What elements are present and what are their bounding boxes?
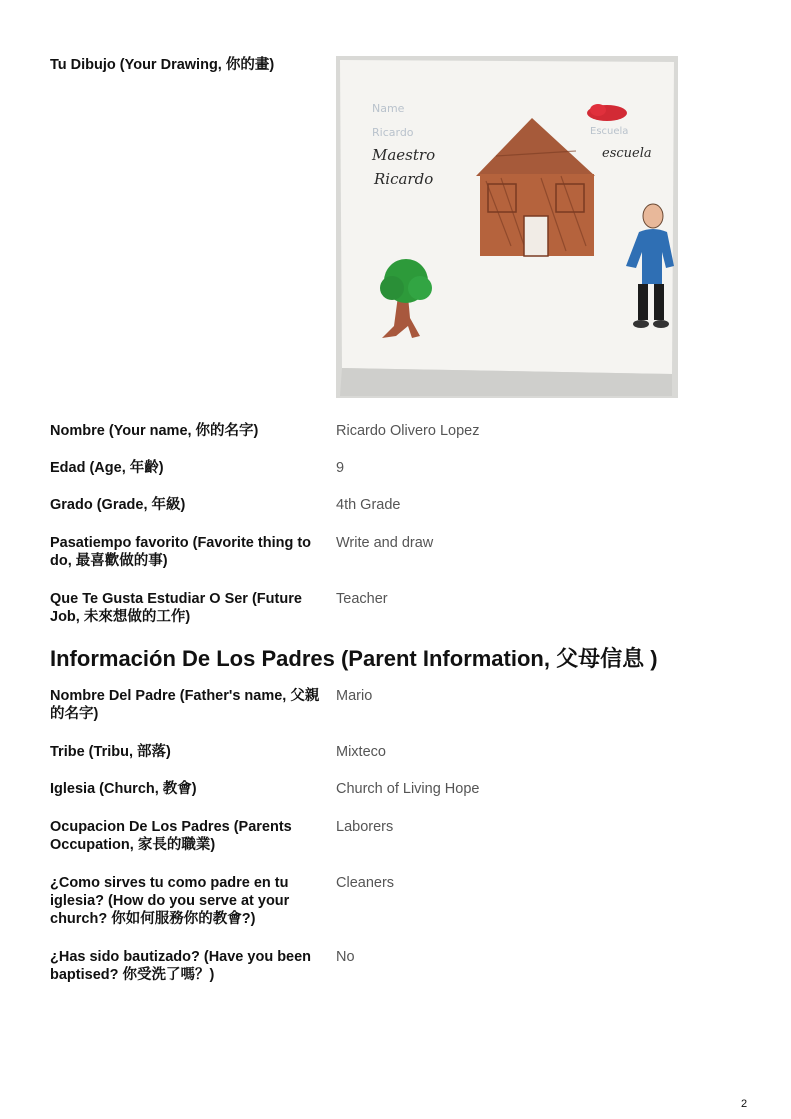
church-service-value: Cleaners: [336, 875, 395, 891]
tribe-label: Tribe (Tribu, 部落): [50, 744, 171, 760]
name-label: Nombre (Your name, 你的名字): [50, 423, 259, 439]
page-number: 2: [741, 1098, 748, 1110]
church-value: Church of Living Hope: [336, 781, 480, 797]
age-label: Edad (Age, 年齡): [50, 460, 164, 476]
church-service-label: ¿Como sirves tu como padre en tu iglesia? (How do you serve at your church? 你如何服務你的教會?): [50, 875, 290, 927]
faint-word: Name: [372, 102, 405, 115]
drawing-label: Tu Dibujo (Your Drawing, 你的畫): [50, 57, 275, 73]
baptised-label: ¿Has sido bautizado? (Have you been baptised? 你受洗了嗎？): [50, 949, 312, 983]
grade-value: 4th Grade: [336, 497, 401, 513]
future-job-value: Teacher: [336, 591, 388, 607]
faint-word: Escuela: [590, 126, 629, 137]
father-name-label: Nombre Del Padre (Father's name, 父親的名字): [50, 688, 320, 722]
father-name-value: Mario: [336, 688, 373, 704]
baptised-value: No: [336, 949, 355, 965]
child-drawing-image: [336, 56, 678, 398]
grade-label: Grado (Grade, 年級): [50, 497, 186, 513]
church-label: Iglesia (Church, 教會): [50, 781, 197, 797]
hobby-value: Write and draw: [336, 535, 434, 551]
drawing-word: Maestro: [372, 146, 436, 164]
tribe-value: Mixteco: [336, 744, 386, 760]
name-value: Ricardo Olivero Lopez: [336, 423, 480, 439]
hobby-label: Pasatiempo favorito (Favorite thing to do, 最喜歡做的事): [50, 535, 312, 569]
drawing-word: Ricardo: [374, 170, 434, 188]
future-job-label: Que Te Gusta Estudiar O Ser (Future Job, 未來想做的工作): [50, 591, 302, 625]
age-value: 9: [336, 460, 345, 476]
faint-word: Ricardo: [372, 126, 414, 139]
occupation-value: Laborers: [336, 819, 394, 835]
drawing-word: escuela: [602, 146, 652, 161]
parent-info-heading: Información De Los Padres (Parent Information, 父母信息 ): [50, 646, 658, 671]
occupation-label: Ocupacion De Los Padres (Parents Occupation, 家長的職業): [50, 819, 292, 853]
